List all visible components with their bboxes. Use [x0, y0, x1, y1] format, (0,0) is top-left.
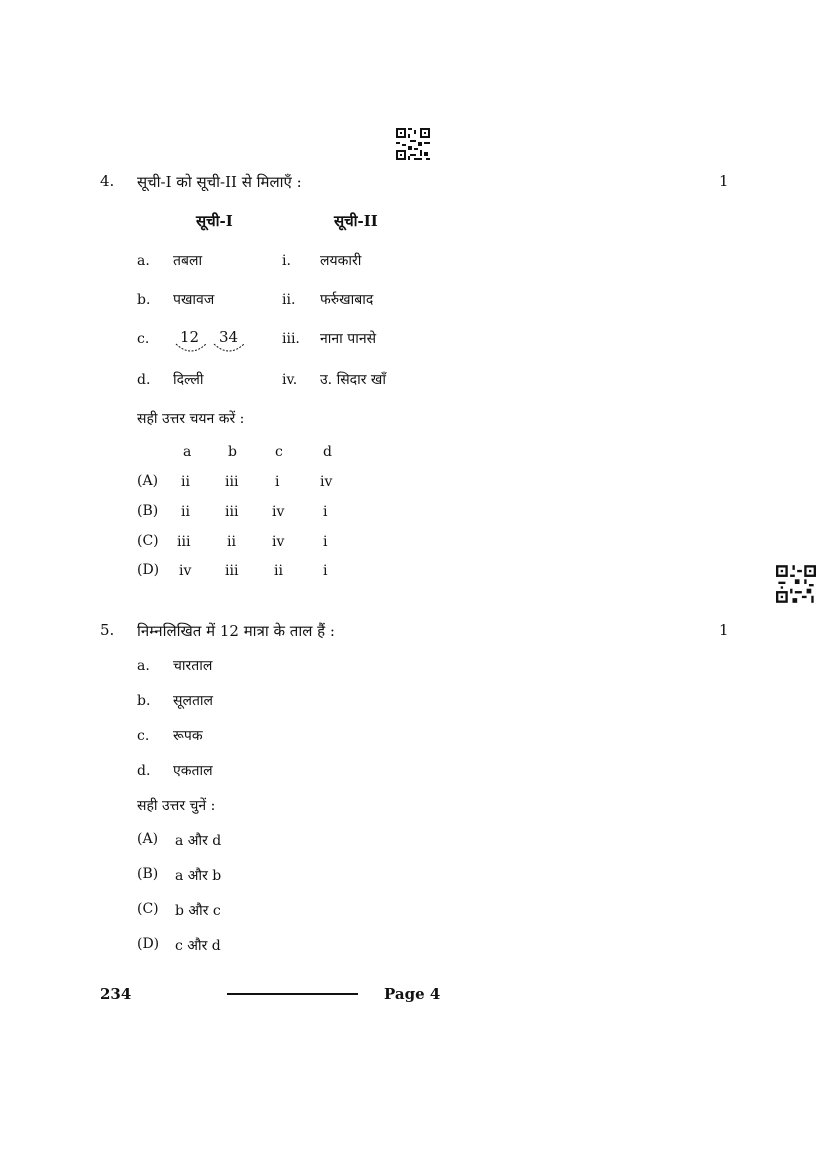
list-right-label: iii.: [282, 331, 300, 347]
beat-arc-2: [212, 342, 246, 354]
option-value: ii: [181, 474, 190, 490]
item-text: एकताल: [173, 763, 213, 779]
option-value: i: [275, 474, 280, 490]
option-label[interactable]: (D): [137, 562, 160, 578]
page-number: Page 4: [384, 985, 441, 1003]
item-text: चारताल: [173, 658, 213, 674]
instruction: सही उत्तर चयन करें :: [137, 411, 245, 427]
item-text: सूलताल: [173, 693, 214, 709]
list-right-item: उ. सिदार खाँ: [320, 372, 386, 388]
item-text: रूपक: [173, 728, 203, 744]
option-value: iv: [272, 504, 285, 520]
option-label[interactable]: (A): [137, 831, 159, 847]
match-col-header: d: [323, 444, 332, 460]
qr-code-top: [396, 128, 430, 160]
option-text: a और b: [175, 868, 222, 884]
option-value: iii: [225, 504, 239, 520]
option-text: c और d: [175, 938, 221, 954]
list-right-item: फर्रुखाबाद: [320, 292, 374, 308]
match-col-header: a: [183, 444, 192, 460]
list-left-label: b.: [137, 292, 151, 308]
option-label[interactable]: (D): [137, 936, 160, 952]
footer-rule: [227, 993, 358, 995]
option-label[interactable]: (B): [137, 866, 159, 882]
list-header-left: सूची-I: [196, 212, 233, 230]
list-right-item: नाना पानसे: [320, 331, 377, 347]
option-value: ii: [227, 534, 236, 550]
list-right-label: iv.: [282, 372, 298, 388]
option-value: iii: [225, 474, 239, 490]
option-text: a और d: [175, 833, 222, 849]
beat-arc-1: [174, 342, 208, 354]
question-number: 5.: [100, 621, 115, 639]
item-label: b.: [137, 693, 151, 709]
question-number: 4.: [100, 172, 115, 190]
list-left-item: तबला: [173, 253, 203, 269]
item-label: a.: [137, 658, 150, 674]
instruction: सही उत्तर चुनें :: [137, 798, 216, 814]
option-value: iii: [177, 534, 191, 550]
qr-code-side: [776, 565, 816, 603]
paper-code: 234: [100, 985, 132, 1003]
option-label[interactable]: (B): [137, 503, 159, 519]
list-left-label: a.: [137, 253, 150, 269]
question-marks: 1: [719, 172, 729, 190]
option-value: i: [323, 534, 328, 550]
option-label[interactable]: (C): [137, 533, 159, 549]
option-value: ii: [181, 504, 190, 520]
beat-group-2: 34: [219, 328, 239, 346]
list-right-label: ii.: [282, 292, 296, 308]
option-value: ii: [274, 563, 283, 579]
match-col-header: c: [275, 444, 283, 460]
option-value: iv: [272, 534, 285, 550]
item-label: d.: [137, 763, 151, 779]
item-label: c.: [137, 728, 150, 744]
option-value: iv: [179, 563, 192, 579]
option-value: iv: [320, 474, 333, 490]
option-value: iii: [225, 563, 239, 579]
option-label[interactable]: (C): [137, 901, 159, 917]
option-value: i: [323, 504, 328, 520]
list-right-item: लयकारी: [320, 253, 362, 269]
match-col-header: b: [228, 444, 237, 460]
option-value: i: [323, 563, 328, 579]
list-header-right: सूची-II: [334, 212, 378, 230]
question-marks: 1: [719, 621, 729, 639]
option-label[interactable]: (A): [137, 473, 159, 489]
list-left-item: पखावज: [173, 292, 215, 308]
option-text: b और c: [175, 903, 221, 919]
list-left-label: c.: [137, 331, 150, 347]
list-right-label: i.: [282, 253, 291, 269]
beat-group-1: 12: [180, 328, 200, 346]
question-text: निम्नलिखित में 12 मात्रा के ताल हैं :: [137, 622, 335, 640]
list-left-item: दिल्ली: [173, 372, 204, 388]
question-text: सूची-I को सूची-II से मिलाएँ :: [137, 173, 302, 191]
list-left-label: d.: [137, 372, 151, 388]
